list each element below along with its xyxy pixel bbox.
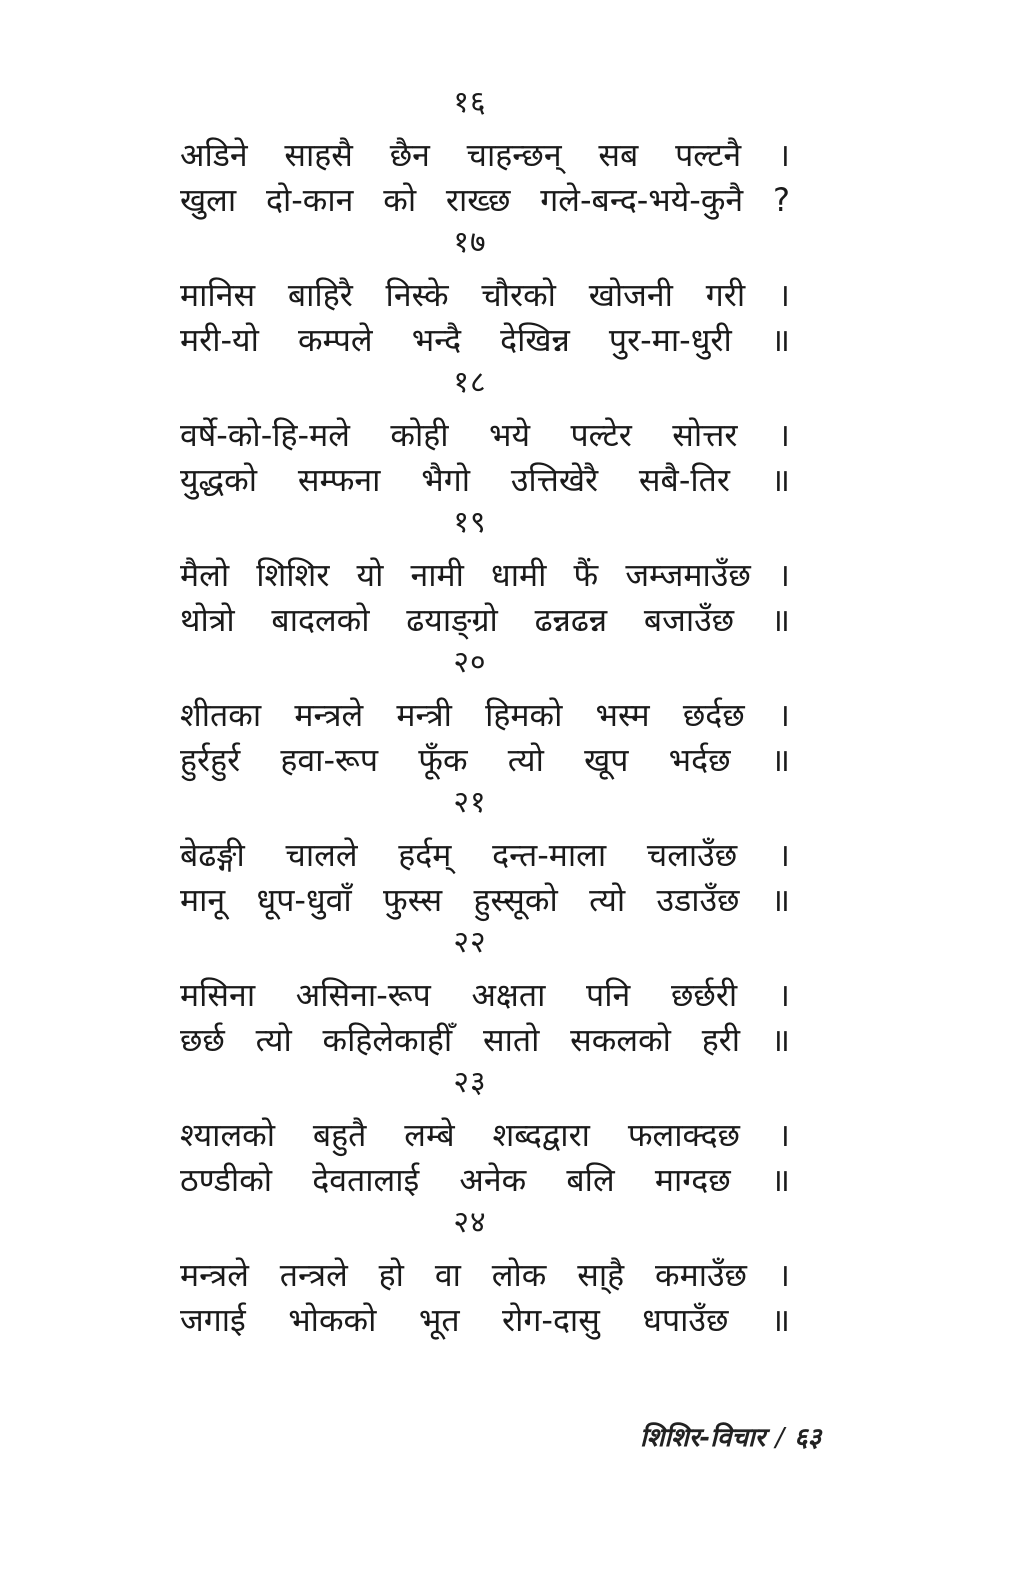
verse-list	[150, 78, 790, 1338]
stanza-number: १७	[453, 225, 487, 260]
verse-line: जगाई भोकको भूत रोग-दासु धपाउँछ ॥	[180, 1301, 790, 1339]
stanza-19	[150, 498, 790, 638]
book-title: शिशिर-विचार	[640, 1423, 766, 1453]
verse-line: मन्त्रले तन्त्रले हो वा लोक सा्है कमाउँछ ।	[180, 1256, 790, 1294]
stanza-number: २४	[453, 1205, 487, 1240]
running-footer	[640, 1418, 890, 1458]
stanza-number: १८	[453, 365, 487, 400]
verse-line: ठण्डीको देवतालाई अनेक बलि माग्दछ ॥	[180, 1161, 790, 1199]
stanza-20	[150, 638, 790, 778]
verse-line: हुर्रहुर्र हवा-रूप फूँक त्यो खूप भर्दछ ॥	[180, 741, 790, 779]
stanza-23	[150, 1058, 790, 1198]
verse-line: मरी-यो कम्पले भन्दै देखिन्न पुर-मा-धुरी ॥	[180, 321, 790, 359]
page-number: ६३	[794, 1423, 822, 1453]
verse-line: खुला दो-कान को राख्छ गले-बन्द-भये-कुनै ?	[180, 181, 790, 219]
verse-line: वर्षे-को-हि-मले कोही भये पल्टेर सोत्तर ।	[180, 416, 790, 454]
stanza-17	[150, 218, 790, 358]
stanza-number: २१	[453, 785, 487, 820]
stanza-24	[150, 1198, 790, 1338]
stanza-number: २२	[453, 925, 487, 960]
stanza-number: २३	[453, 1065, 487, 1100]
verse-line: मैलो शिशिर यो नामी धामी फैं जम्जमाउँछ ।	[180, 556, 790, 594]
stanza-21	[150, 778, 790, 918]
verse-line: श्यालको बहुतै लम्बे शब्दद्वारा फलाक्दछ ।	[180, 1116, 790, 1154]
stanza-22	[150, 918, 790, 1058]
verse-line: थोत्रो बादलको ढयाङ्ग्रो ढन्नढन्न बजाउँछ ॥	[180, 601, 790, 639]
verse-line: बेढङ्गी चालले हर्दम् दन्त-माला चलाउँछ ।	[180, 836, 790, 874]
verse-line: छर्छ त्यो कहिलेकाहीँ सातो सकलको हरी ॥	[180, 1021, 790, 1059]
verse-line: युद्धको सम्फना भैगो उत्तिखेरै सबै-तिर ॥	[180, 461, 790, 499]
stanza-number: १६	[453, 85, 487, 120]
stanza-number: १९	[453, 505, 487, 540]
verse-line: मसिना असिना-रूप अक्षता पनि छर्छरी ।	[180, 976, 790, 1014]
stanza-16	[150, 78, 790, 218]
verse-line: शीतका मन्त्रले मन्त्री हिमको भस्म छर्दछ ।	[180, 696, 790, 734]
verse-line: मानू धूप-धुवाँ फुस्स हुस्सूको त्यो उडाउँछ ॥	[180, 881, 790, 919]
stanza-number: २०	[453, 645, 487, 680]
footer-separator: /	[775, 1423, 785, 1453]
verse-line: अडिने साहसै छैन चाहन्छन् सब पल्टनै ।	[180, 136, 790, 174]
stanza-18	[150, 358, 790, 498]
verse-line: मानिस बाहिरै निस्के चौरको खोजनी गरी ।	[180, 276, 790, 314]
